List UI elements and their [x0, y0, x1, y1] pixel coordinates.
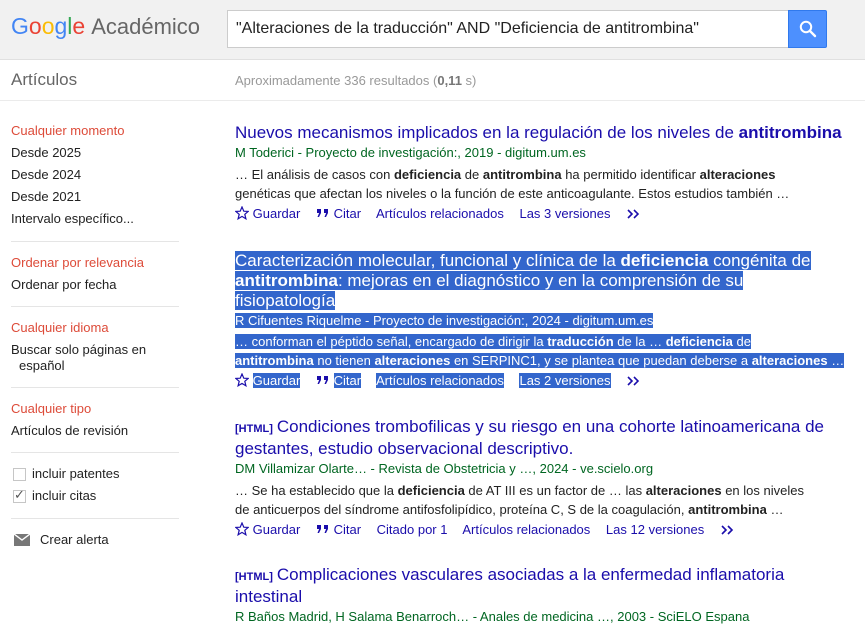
snippet-bold: antitrombina: [482, 167, 562, 182]
title-text: gestantes, estudio observacional descriptivo.: [235, 439, 574, 458]
logo-letter: l: [67, 13, 73, 39]
html-format-tag[interactable]: [HTML]: [235, 571, 273, 583]
quote-icon[interactable]: [316, 373, 330, 387]
cited-by-link[interactable]: Citado por 1: [376, 522, 448, 537]
related-articles-link[interactable]: Artículos relacionados: [375, 373, 504, 388]
related-articles-link[interactable]: Artículos relacionados: [375, 206, 504, 221]
results-count: [235, 73, 476, 88]
title-text: intestinal: [235, 587, 303, 606]
results-count-suffix: s): [461, 73, 477, 88]
more-chevron-icon[interactable]: [626, 208, 642, 220]
snippet-text: … El análisis de casos con: [235, 167, 394, 182]
cite-button[interactable]: Citar: [333, 522, 362, 537]
filter-since-2025[interactable]: Desde 2025: [11, 145, 82, 160]
snippet-text: en los niveles: [721, 483, 804, 498]
snippet-bold: alteraciones: [699, 167, 776, 182]
quote-icon[interactable]: [316, 206, 330, 220]
cite-button[interactable]: Citar: [333, 206, 362, 221]
snippet-text: de: [732, 334, 751, 349]
sidebar-divider: [11, 518, 179, 519]
snippet-bold: antitrombina: [235, 353, 314, 368]
meta-text: R Cifuentes Riquelme - Proyecto de investigación:, 2024 - digitum.um.es: [235, 313, 654, 328]
search-box: [227, 10, 788, 48]
snippet-bold: deficiencia: [397, 483, 465, 498]
result-actions: [235, 373, 850, 393]
include-citations-label[interactable]: incluir citas: [32, 488, 97, 503]
result-meta: R Baños Madrid, H Salama Benarroch… - Anales de medicina …, 2003 - SciELO Espana: [235, 609, 750, 624]
create-alert-link[interactable]: Crear alerta: [40, 532, 109, 547]
snippet-text: ha permitido identificar: [561, 167, 700, 182]
title-text: : mejoras en el diagnóstico y en la comprensión de su: [337, 271, 744, 290]
filter-review-articles[interactable]: Artículos de revisión: [11, 423, 129, 438]
more-chevron-icon[interactable]: [720, 524, 736, 536]
filter-any-time[interactable]: Cualquier momento: [11, 123, 125, 138]
articles-title[interactable]: Artículos: [11, 70, 78, 89]
result-meta: [235, 312, 850, 330]
search-result: [235, 417, 850, 542]
result-meta: M Toderici - Proyecto de investigación:, 2019 - digitum.um.es: [235, 145, 586, 160]
google-scholar-logo[interactable]: [11, 12, 200, 41]
more-chevron-icon[interactable]: [626, 375, 642, 387]
logo-product-name: Académico: [91, 14, 201, 39]
sort-by-date[interactable]: Ordenar por fecha: [11, 277, 117, 292]
title-text-bold: deficiencia: [620, 251, 709, 270]
sidebar-divider: [11, 306, 179, 307]
header-bar: [0, 0, 865, 60]
snippet-text: de: [461, 167, 483, 182]
snippet-text: … Se ha establecido que la: [235, 483, 398, 498]
title-text: congénita de: [708, 251, 811, 270]
snippet-text: genéticas que afectan los niveles o la función de este anticoagulante. Estos estudios también …: [235, 186, 790, 201]
snippet-text: …: [766, 502, 784, 517]
result-title-link[interactable]: [235, 565, 850, 607]
versions-link[interactable]: Las 2 versiones: [519, 373, 611, 388]
title-text-bold: antitrombina: [738, 123, 842, 142]
result-actions: [235, 522, 850, 542]
title-text: Complicaciones vasculares asociadas a la enfermedad inflamatoria: [276, 565, 785, 584]
save-button[interactable]: Guardar: [252, 206, 301, 221]
search-input[interactable]: [236, 11, 781, 47]
cite-button[interactable]: Citar: [333, 373, 362, 388]
title-text: Caracterización molecular, funcional y clínica de la: [235, 251, 621, 270]
star-icon[interactable]: [235, 522, 249, 536]
star-icon[interactable]: [235, 373, 249, 387]
result-title-link[interactable]: [235, 251, 850, 311]
sort-by-relevance[interactable]: Ordenar por relevancia: [11, 255, 144, 270]
html-format-tag[interactable]: [HTML]: [235, 423, 273, 435]
filter-since-2021[interactable]: Desde 2021: [11, 189, 82, 204]
star-icon[interactable]: [235, 206, 249, 220]
save-button[interactable]: Guardar: [252, 522, 301, 537]
snippet-bold: traducción: [547, 334, 614, 349]
logo-letter: G: [11, 13, 29, 39]
snippet-bold: alteraciones: [751, 353, 828, 368]
search-icon: [799, 20, 817, 38]
include-patents-checkbox[interactable]: [13, 468, 26, 481]
subheader-bar: [0, 61, 865, 101]
result-meta: DM Villamizar Olarte… - Revista de Obstetricia y …, 2024 - ve.scielo.org: [235, 461, 654, 476]
sidebar-divider: [11, 387, 179, 388]
snippet-text: …: [827, 353, 845, 368]
logo-letter: e: [72, 13, 86, 39]
snippet-text: de anticuerpos del síndrome antifosfolipídico, proteína C, S de la coagulación,: [235, 502, 689, 517]
search-result: [235, 251, 850, 393]
result-snippet: [235, 481, 850, 519]
include-patents-label[interactable]: incluir patentes: [32, 466, 120, 481]
search-button[interactable]: [788, 10, 827, 48]
result-title-link[interactable]: [235, 123, 850, 143]
mail-icon: [14, 534, 30, 546]
versions-link[interactable]: Las 3 versiones: [519, 206, 611, 221]
results-time: 0,11: [437, 73, 462, 88]
logo-letter: o: [28, 13, 42, 39]
result-title-link[interactable]: [235, 417, 850, 459]
snippet-text: de AT III es un factor de … las: [464, 483, 646, 498]
title-text: fisiopatología: [235, 291, 336, 310]
result-snippet: [235, 165, 850, 203]
include-citations-checkbox[interactable]: [13, 490, 26, 503]
save-button[interactable]: Guardar: [252, 373, 301, 388]
filter-since-2024[interactable]: Desde 2024: [11, 167, 82, 182]
filter-spanish-only-label[interactable]: español: [19, 358, 65, 373]
logo-letter: o: [41, 13, 55, 39]
filter-custom-range[interactable]: Intervalo específico...: [11, 211, 134, 226]
logo-letter: g: [54, 13, 68, 39]
quote-icon[interactable]: [316, 522, 330, 536]
search-result: [235, 565, 850, 626]
filter-spanish-only[interactable]: Buscar solo páginas en: [11, 342, 147, 357]
sidebar-divider: [11, 452, 179, 453]
result-snippet: [235, 332, 850, 370]
snippet-text: no tienen: [313, 353, 375, 368]
snippet-text: … conforman el péptido señal, encargado de dirigir la: [235, 334, 548, 349]
snippet-text: en SERPINC1, y se plantea que puedan deberse a: [450, 353, 752, 368]
result-actions: [235, 206, 850, 226]
snippet-bold: alteraciones: [374, 353, 451, 368]
versions-link[interactable]: Las 12 versiones: [605, 522, 705, 537]
filter-any-language[interactable]: Cualquier idioma: [11, 320, 109, 335]
results-count-prefix: Aproximadamente 336 resultados (: [235, 73, 438, 88]
search-result: [235, 123, 850, 226]
snippet-bold: antitrombina: [688, 502, 767, 517]
title-text-bold: antitrombina: [235, 271, 338, 290]
sidebar-divider: [11, 241, 179, 242]
snippet-bold: deficiencia: [665, 334, 733, 349]
related-articles-link[interactable]: Artículos relacionados: [462, 522, 591, 537]
snippet-text: de la …: [613, 334, 666, 349]
title-text: Nuevos mecanismos implicados en la regulación de los niveles de: [235, 123, 739, 142]
snippet-bold: deficiencia: [393, 167, 462, 182]
title-text: Condiciones trombofilicas y su riesgo en una cohorte latinoamericana de: [276, 417, 825, 436]
snippet-bold: alteraciones: [645, 483, 722, 498]
filter-any-type[interactable]: Cualquier tipo: [11, 401, 92, 416]
